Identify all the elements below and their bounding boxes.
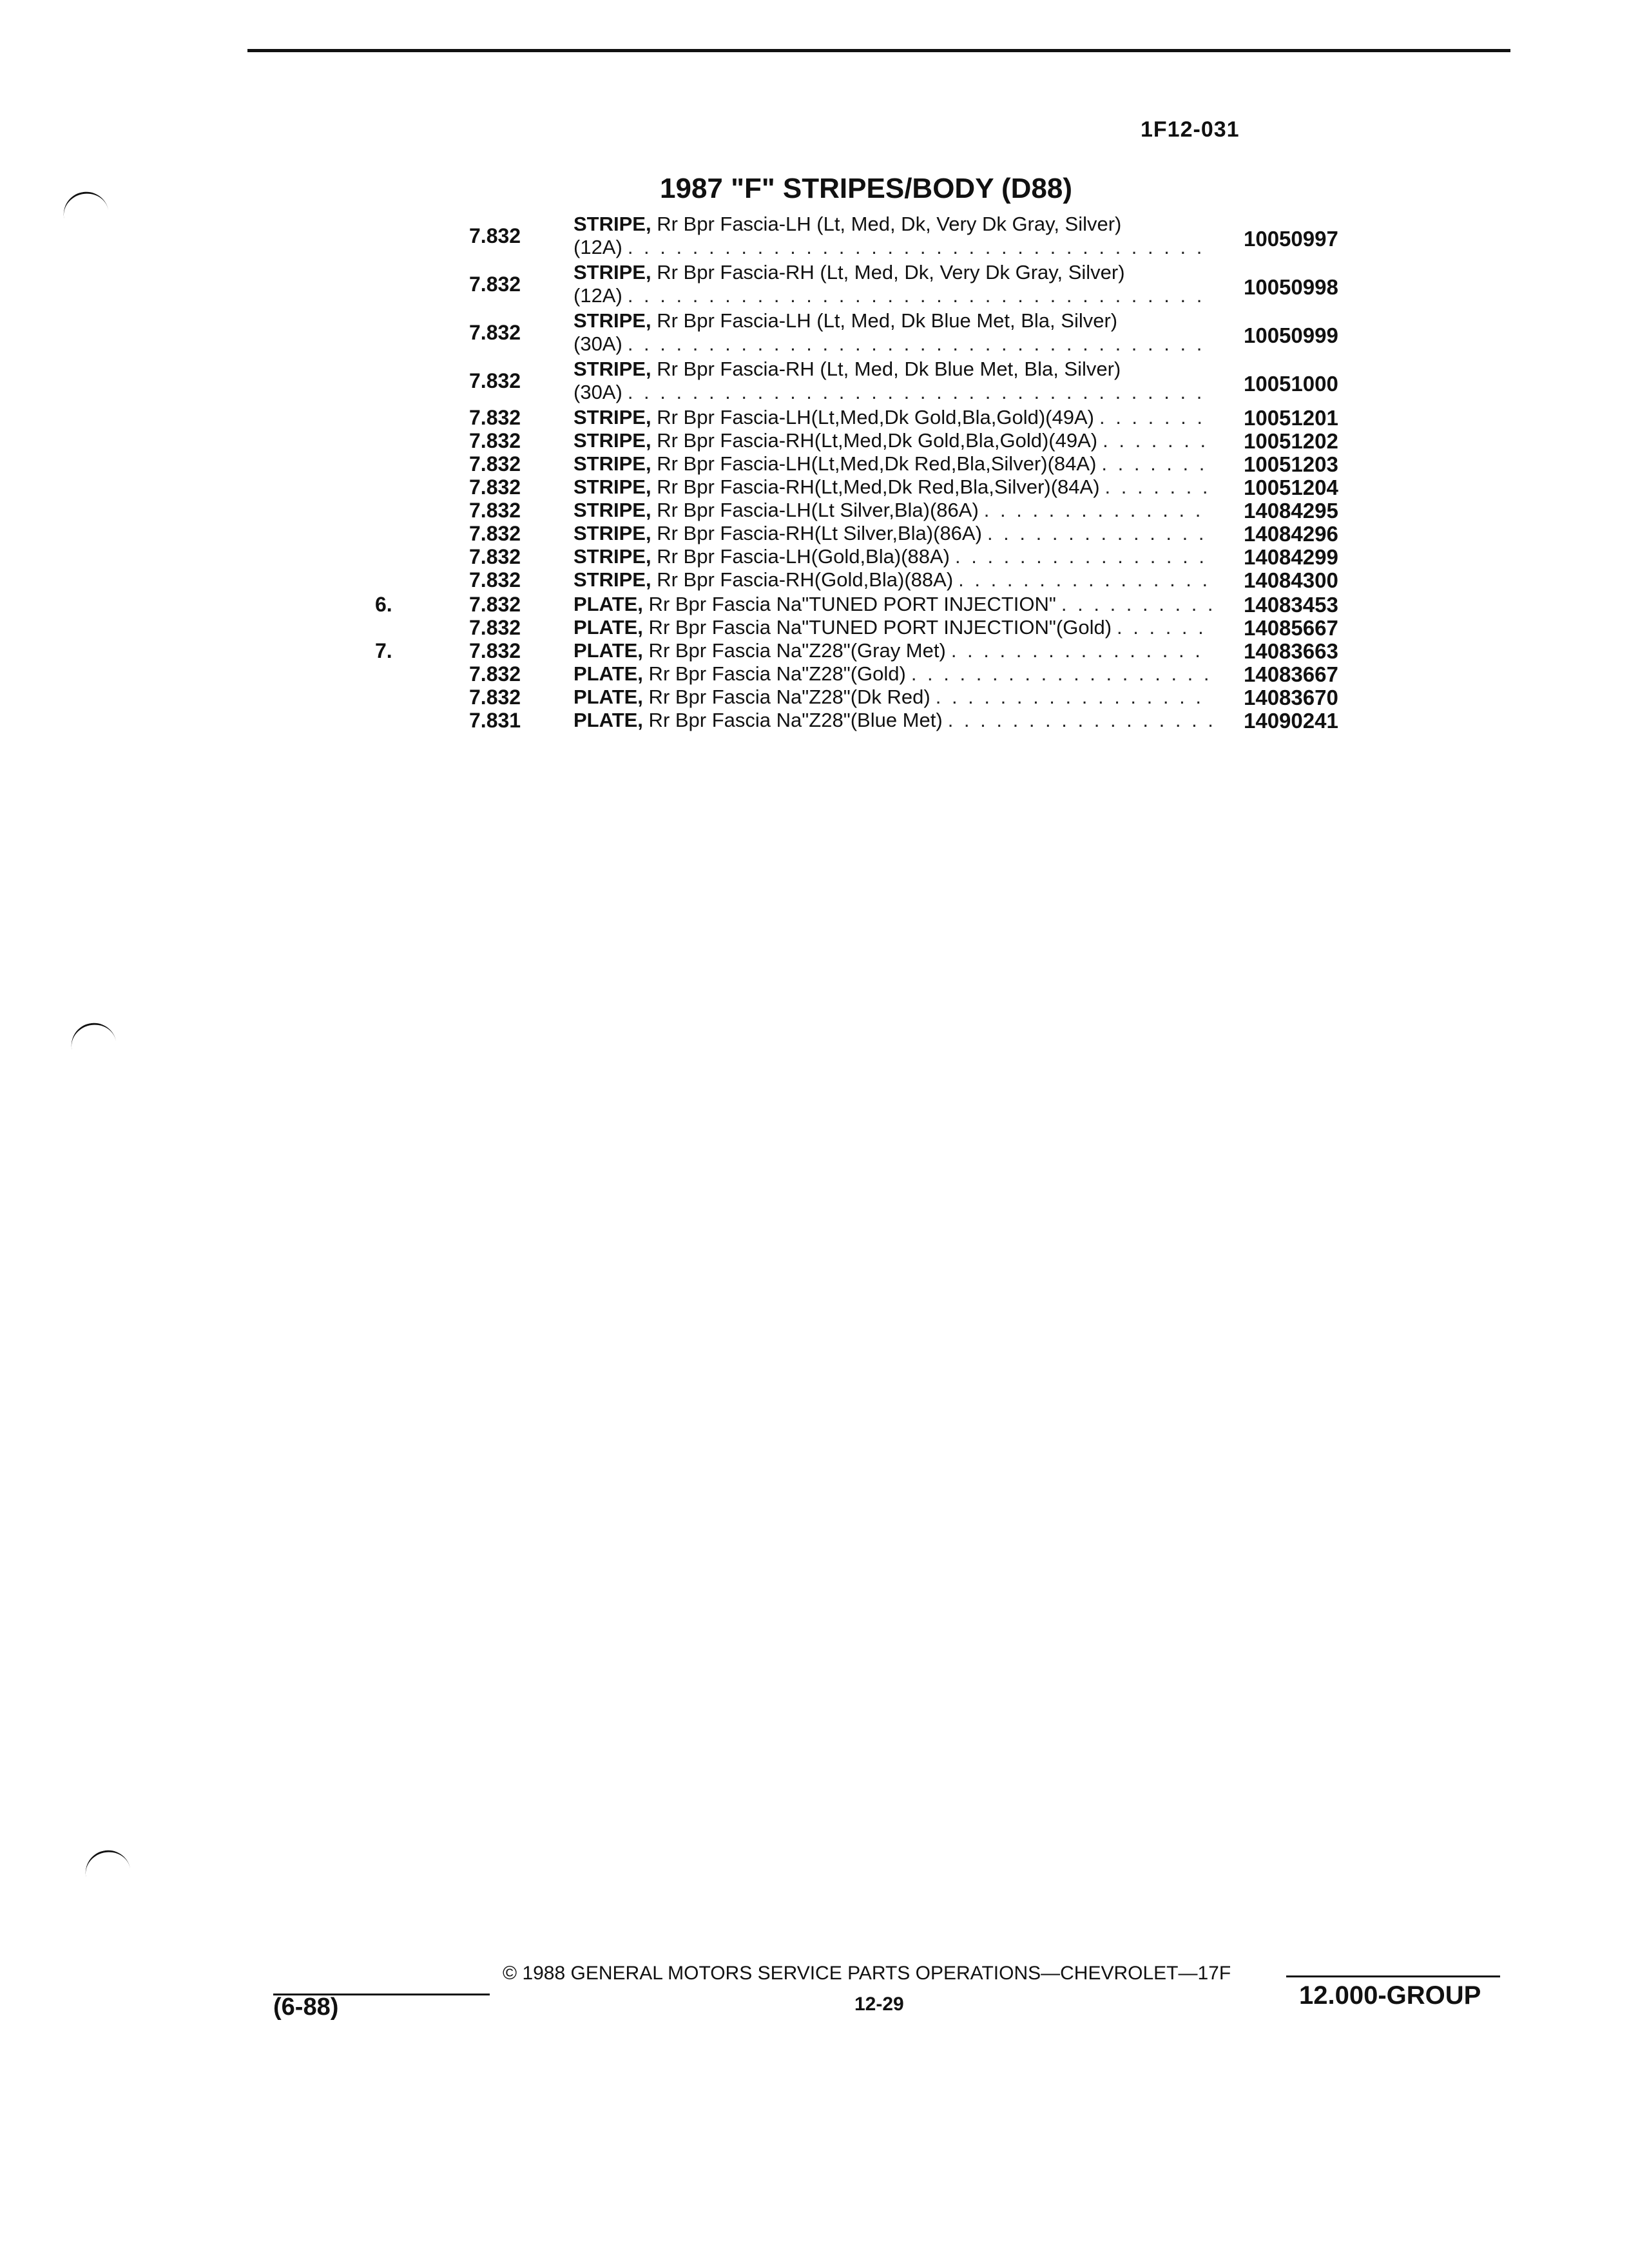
- dot-leader: [955, 545, 1213, 568]
- group-number: 7.832: [469, 568, 521, 591]
- part-noun: STRIPE,: [574, 522, 651, 544]
- group-number: 7.832: [469, 406, 521, 429]
- description: [574, 499, 1218, 522]
- description: [574, 545, 1218, 568]
- group-number: 7.832: [469, 522, 521, 545]
- part-number: 10051203: [1244, 452, 1338, 476]
- description: [574, 639, 1218, 662]
- page-title: 1987 "F" STRIPES/BODY (D88): [660, 173, 1072, 204]
- part-number: 14084296: [1244, 522, 1338, 546]
- binder-mark-middle: [67, 1019, 117, 1055]
- description: [574, 236, 1218, 259]
- table-row: [0, 261, 1629, 307]
- dot-leader: [911, 662, 1213, 686]
- table-row: [0, 358, 1629, 403]
- group-number: 7.832: [469, 545, 521, 568]
- description-text: Rr Bpr Fascia-LH(Gold,Bla)(88A): [651, 545, 950, 568]
- dot-leader: [948, 709, 1213, 732]
- part-number: 10051202: [1244, 429, 1338, 453]
- description-text: Rr Bpr Fascia-RH(Gold,Bla)(88A): [651, 568, 954, 591]
- footer-date-code: (6-88): [273, 1994, 339, 2021]
- description-text: Rr Bpr Fascia-RH (Lt, Med, Dk, Very Dk Gray, Silver): [651, 261, 1125, 284]
- dot-leader: [1099, 406, 1213, 429]
- description-text: (30A): [574, 332, 622, 355]
- part-noun: STRIPE,: [574, 213, 651, 235]
- dot-leader: [1117, 616, 1213, 639]
- description-text: Rr Bpr Fascia Na"Z28"(Blue Met): [642, 709, 943, 731]
- dot-leader: [1101, 452, 1213, 476]
- part-noun: PLATE,: [574, 616, 643, 639]
- dot-leader: [628, 284, 1213, 307]
- description-line1: [574, 213, 1218, 236]
- part-number: 14084300: [1244, 568, 1338, 592]
- description-text: Rr Bpr Fascia-LH (Lt, Med, Dk Blue Met, Bla, Silver): [651, 309, 1118, 332]
- group-number: 7.832: [469, 686, 521, 709]
- part-noun: PLATE,: [574, 662, 643, 685]
- part-noun: PLATE,: [574, 593, 643, 615]
- part-noun: PLATE,: [574, 639, 643, 662]
- part-noun: STRIPE,: [574, 452, 651, 475]
- description-text: Rr Bpr Fascia-RH (Lt, Med, Dk Blue Met, Bla, Silver): [651, 358, 1121, 380]
- part-number: 14083663: [1244, 639, 1338, 663]
- description-text: Rr Bpr Fascia Na"Z28"(Gold): [642, 662, 906, 685]
- description-text: Rr Bpr Fascia-RH(Lt,Med,Dk Red,Bla,Silver)(84A): [651, 476, 1100, 498]
- dot-leader: [987, 522, 1213, 545]
- part-noun: PLATE,: [574, 709, 643, 731]
- part-number: 14085667: [1244, 616, 1338, 640]
- group-number: 7.832: [469, 476, 521, 499]
- dot-leader: [1103, 429, 1213, 452]
- table-row: [0, 545, 1629, 567]
- part-noun: STRIPE,: [574, 499, 651, 521]
- part-noun: STRIPE,: [574, 309, 651, 332]
- part-number: 14084299: [1244, 545, 1338, 569]
- description: [574, 662, 1218, 686]
- description: [574, 568, 1218, 591]
- table-row: [0, 709, 1629, 731]
- part-number: 10051204: [1244, 476, 1338, 499]
- description-text: Rr Bpr Fascia Na"Z28"(Dk Red): [642, 686, 930, 708]
- part-noun: PLATE,: [574, 686, 643, 708]
- part-noun: STRIPE,: [574, 568, 651, 591]
- part-number: 10050997: [1244, 227, 1338, 251]
- footer-rule-right: [1286, 1975, 1500, 1977]
- part-number: 14090241: [1244, 709, 1338, 733]
- group-number: 7.832: [469, 662, 521, 686]
- part-number: 10050999: [1244, 323, 1338, 347]
- footer-copyright: © 1988 GENERAL MOTORS SERVICE PARTS OPERATIONS—CHEVROLET—17F: [503, 1963, 1231, 1984]
- part-noun: STRIPE,: [574, 358, 651, 380]
- top-rule: [247, 49, 1510, 52]
- part-noun: STRIPE,: [574, 261, 651, 284]
- part-number: 14083667: [1244, 662, 1338, 686]
- part-noun: STRIPE,: [574, 406, 651, 428]
- footer-group-label: 12.000-GROUP: [1299, 1981, 1481, 2010]
- description-text: Rr Bpr Fascia-LH(Lt,Med,Dk Gold,Bla,Gold)(49A): [651, 406, 1094, 428]
- table-row: [0, 662, 1629, 684]
- dot-leader: [1061, 593, 1213, 616]
- description-line1: [574, 309, 1218, 332]
- description-text: Rr Bpr Fascia-LH(Lt,Med,Dk Red,Bla,Silver)(84A): [651, 452, 1097, 475]
- group-number: 7.832: [469, 593, 521, 616]
- group-number: 7.832: [469, 369, 521, 392]
- dot-leader: [958, 568, 1213, 591]
- group-number: 7.832: [469, 616, 521, 639]
- part-number: 14083453: [1244, 593, 1338, 617]
- table-row: [0, 639, 1629, 661]
- table-row: [0, 616, 1629, 638]
- group-number: 7.832: [469, 273, 521, 296]
- description: [574, 593, 1218, 616]
- figure-number: 6.: [375, 593, 392, 616]
- description: [574, 381, 1218, 404]
- page-code: 1F12-031: [1141, 117, 1240, 142]
- part-noun: STRIPE,: [574, 476, 651, 498]
- dot-leader: [951, 639, 1213, 662]
- part-noun: STRIPE,: [574, 429, 651, 452]
- dot-leader: [628, 381, 1213, 404]
- dot-leader: [936, 686, 1213, 709]
- dot-leader: [628, 332, 1213, 356]
- group-number: 7.832: [469, 321, 521, 344]
- part-number: 10051000: [1244, 372, 1338, 396]
- description: [574, 686, 1218, 709]
- group-number: 7.832: [469, 499, 521, 522]
- description: [574, 616, 1218, 639]
- description-text: Rr Bpr Fascia Na"TUNED PORT INJECTION": [642, 593, 1056, 615]
- figure-number: 7.: [375, 639, 392, 662]
- binder-mark-bottom: [81, 1846, 131, 1883]
- part-number: 14083670: [1244, 686, 1338, 709]
- description-text: Rr Bpr Fascia-LH(Lt Silver,Bla)(86A): [651, 499, 979, 521]
- table-row: [0, 309, 1629, 355]
- table-row: [0, 499, 1629, 521]
- group-number: 7.832: [469, 452, 521, 476]
- part-number: 14084295: [1244, 499, 1338, 523]
- table-row: [0, 406, 1629, 428]
- dot-leader: [628, 236, 1213, 259]
- description-text: (12A): [574, 284, 622, 307]
- description: [574, 429, 1218, 452]
- part-number: 10050998: [1244, 275, 1338, 299]
- table-row: [0, 429, 1629, 451]
- description-text: Rr Bpr Fascia Na"TUNED PORT INJECTION"(Gold): [642, 616, 1112, 639]
- description: [574, 476, 1218, 499]
- description: [574, 452, 1218, 476]
- table-row: [0, 213, 1629, 258]
- description-text: Rr Bpr Fascia-RH(Lt Silver,Bla)(86A): [651, 522, 982, 544]
- description-line1: [574, 261, 1218, 284]
- group-number: 7.832: [469, 429, 521, 452]
- group-number: 7.831: [469, 709, 521, 732]
- description-text: (30A): [574, 381, 622, 403]
- description: [574, 709, 1218, 732]
- description: [574, 406, 1218, 429]
- group-number: 7.832: [469, 639, 521, 662]
- description-text: Rr Bpr Fascia-RH(Lt,Med,Dk Gold,Bla,Gold)(49A): [651, 429, 1098, 452]
- description-text: Rr Bpr Fascia-LH (Lt, Med, Dk, Very Dk Gray, Silver): [651, 213, 1122, 235]
- part-noun: STRIPE,: [574, 545, 651, 568]
- table-row: [0, 452, 1629, 474]
- description: [574, 284, 1218, 307]
- table-row: [0, 593, 1629, 615]
- group-number: 7.832: [469, 224, 521, 247]
- description: [574, 522, 1218, 545]
- footer-page-number: 12-29: [854, 1994, 904, 2015]
- table-row: [0, 568, 1629, 590]
- part-number: 10051201: [1244, 406, 1338, 430]
- description-text: (12A): [574, 236, 622, 258]
- dot-leader: [1105, 476, 1213, 499]
- table-row: [0, 476, 1629, 497]
- description: [574, 332, 1218, 356]
- dot-leader: [984, 499, 1213, 522]
- description-text: Rr Bpr Fascia Na"Z28"(Gray Met): [642, 639, 946, 662]
- table-row: [0, 522, 1629, 544]
- description-line1: [574, 358, 1218, 381]
- table-row: [0, 686, 1629, 707]
